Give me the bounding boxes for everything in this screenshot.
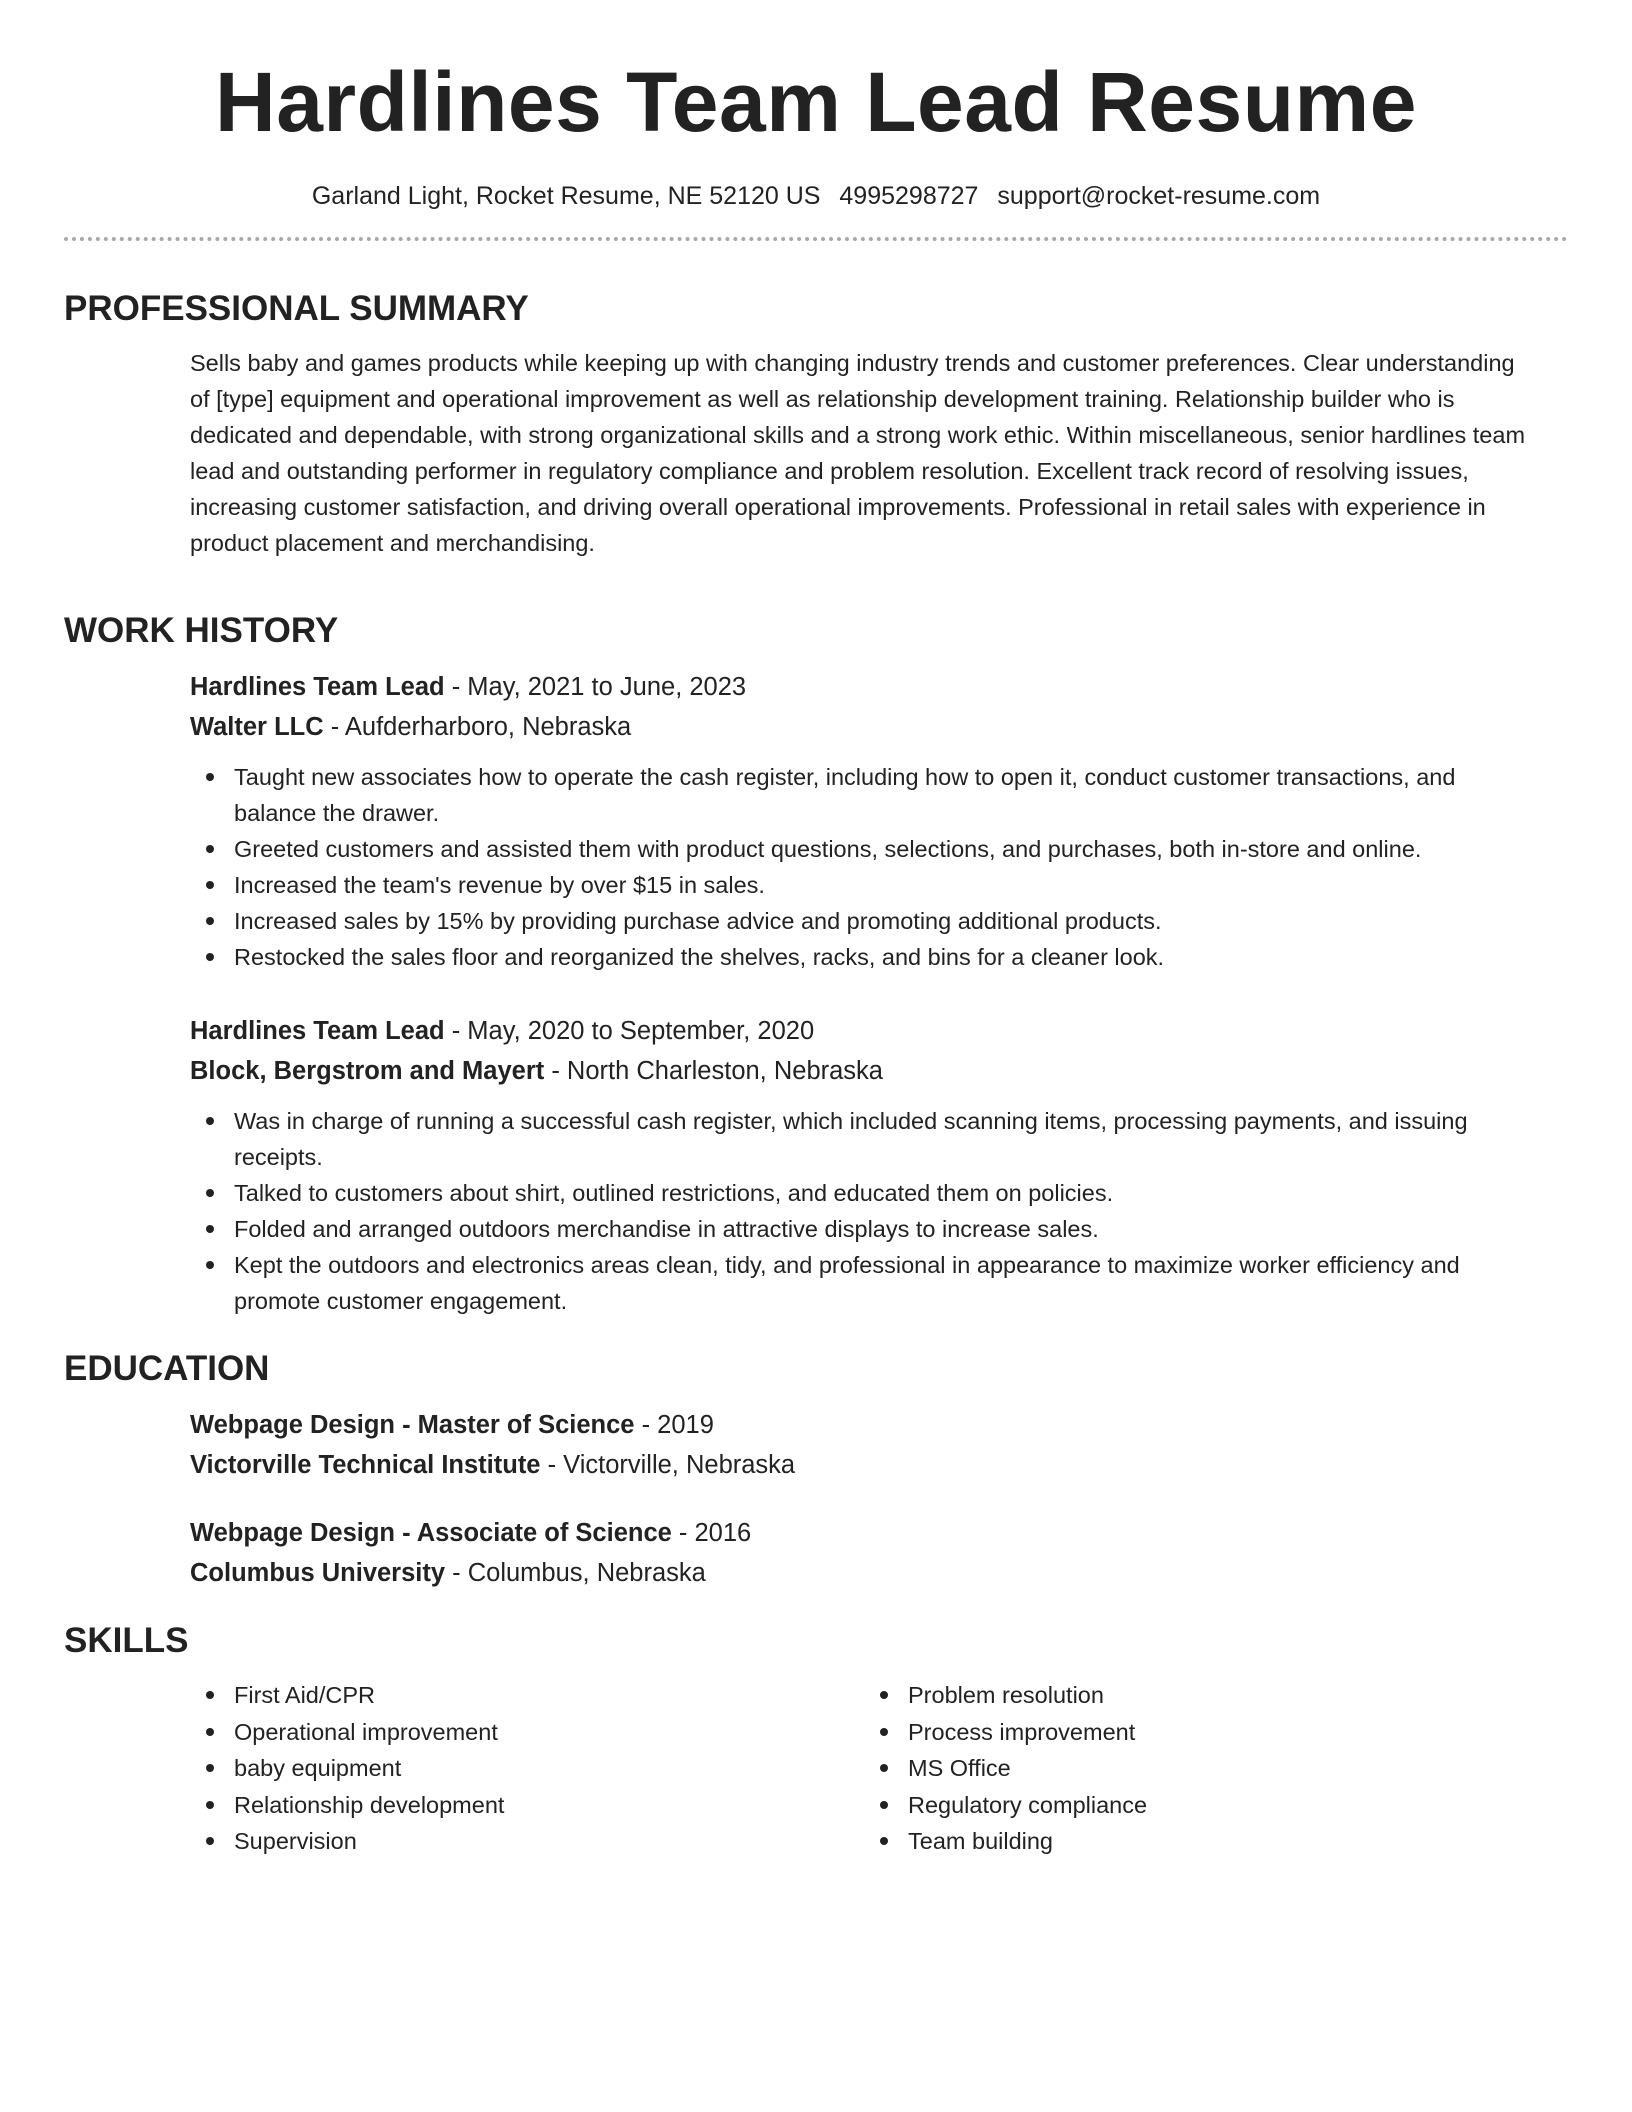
school-line bbox=[190, 1445, 1538, 1485]
job-location: - Aufderharboro, Nebraska bbox=[323, 713, 632, 742]
skills-heading: SKILLS bbox=[64, 1621, 189, 1661]
job-entry bbox=[190, 1011, 1538, 1319]
list-item: baby equipment bbox=[190, 1750, 864, 1787]
list-item: Restocked the sales floor and reorganized the shelves, racks, and bins for a cleaner look. bbox=[190, 939, 1538, 975]
school: Columbus University bbox=[190, 1559, 446, 1588]
skills-column-right bbox=[864, 1677, 1538, 1860]
contact-email: support@rocket-resume.com bbox=[997, 182, 1321, 211]
list-item: MS Office bbox=[864, 1750, 1538, 1787]
list-item: First Aid/CPR bbox=[190, 1677, 864, 1714]
skills-column-left bbox=[190, 1677, 864, 1860]
job-company-line bbox=[190, 1051, 1538, 1091]
work-history-heading: WORK HISTORY bbox=[64, 611, 339, 651]
job-company: Walter LLC bbox=[190, 713, 324, 742]
job-location: - North Charleston, Nebraska bbox=[544, 1057, 883, 1086]
job-bullets bbox=[190, 1103, 1538, 1319]
education-entry bbox=[190, 1405, 1538, 1485]
list-item: Process improvement bbox=[864, 1714, 1538, 1751]
list-item: Problem resolution bbox=[864, 1677, 1538, 1714]
list-item: Greeted customers and assisted them with product questions, selections, and purchases, both in-store and online. bbox=[190, 831, 1538, 867]
header-divider bbox=[64, 237, 1568, 241]
list-item: Supervision bbox=[190, 1823, 864, 1860]
job-company-line bbox=[190, 707, 1538, 747]
summary-heading: PROFESSIONAL SUMMARY bbox=[64, 289, 529, 329]
job-company: Block, Bergstrom and Mayert bbox=[190, 1057, 545, 1086]
job-entry bbox=[190, 667, 1538, 975]
job-title: Hardlines Team Lead bbox=[190, 673, 445, 702]
school: Victorville Technical Institute bbox=[190, 1451, 541, 1480]
degree-year: - 2019 bbox=[634, 1411, 714, 1440]
education-heading: EDUCATION bbox=[64, 1349, 270, 1389]
contact-phone: 4995298727 bbox=[839, 182, 979, 211]
list-item: Increased sales by 15% by providing purchase advice and promoting additional products. bbox=[190, 903, 1538, 939]
list-item: Team building bbox=[864, 1823, 1538, 1860]
contact-address: Garland Light, Rocket Resume, NE 52120 US bbox=[311, 182, 821, 211]
list-item: Folded and arranged outdoors merchandise in attractive displays to increase sales. bbox=[190, 1211, 1538, 1247]
degree: Webpage Design - Associate of Science bbox=[190, 1519, 672, 1548]
list-item: Relationship development bbox=[190, 1787, 864, 1824]
page-title: Hardlines Team Lead Resume bbox=[215, 55, 1417, 149]
job-dates: - May, 2021 to June, 2023 bbox=[444, 673, 747, 702]
degree-line bbox=[190, 1513, 1538, 1553]
list-item: Increased the team's revenue by over $15 in sales. bbox=[190, 867, 1538, 903]
school-location: - Victorville, Nebraska bbox=[540, 1451, 796, 1480]
job-title-line bbox=[190, 667, 1538, 707]
list-item: Was in charge of running a successful cash register, which included scanning items, processing payments, and issuing receipts. bbox=[190, 1103, 1538, 1175]
job-title-line bbox=[190, 1011, 1538, 1051]
list-item: Kept the outdoors and electronics areas clean, tidy, and professional in appearance to maximize worker efficiency and promote customer engagement. bbox=[190, 1247, 1538, 1319]
degree-line bbox=[190, 1405, 1538, 1445]
contact-line bbox=[64, 182, 1568, 211]
summary-text: Sells baby and games products while keeping up with changing industry trends and customer preferences. Clear understanding of [type] equipment and operational improvement as well as relationship development training. Relationship builder who is dedicated and dependable, with strong organizational skills and a strong work ethic. Within miscellaneous, senior hardlines team lead and outstanding performer in regulatory compliance and problem resolution. Excellent track record of resolving issues, increasing customer satisfaction, and driving overall operational improvements. Professional in retail sales with experience in product placement and merchandising. bbox=[190, 350, 1526, 557]
job-bullets bbox=[190, 759, 1538, 975]
list-item: Operational improvement bbox=[190, 1714, 864, 1751]
list-item: Talked to customers about shirt, outlined restrictions, and educated them on policies. bbox=[190, 1175, 1538, 1211]
skills-list bbox=[190, 1677, 1538, 1860]
list-item: Taught new associates how to operate the cash register, including how to open it, conduct customer transactions, and balance the drawer. bbox=[190, 759, 1538, 831]
degree: Webpage Design - Master of Science bbox=[190, 1411, 635, 1440]
job-title: Hardlines Team Lead bbox=[190, 1017, 445, 1046]
school-line bbox=[190, 1553, 1538, 1593]
degree-year: - 2016 bbox=[671, 1519, 752, 1548]
school-location: - Columbus, Nebraska bbox=[445, 1559, 706, 1588]
job-dates: - May, 2020 to September, 2020 bbox=[444, 1017, 815, 1046]
list-item: Regulatory compliance bbox=[864, 1787, 1538, 1824]
education-entry bbox=[190, 1513, 1538, 1593]
